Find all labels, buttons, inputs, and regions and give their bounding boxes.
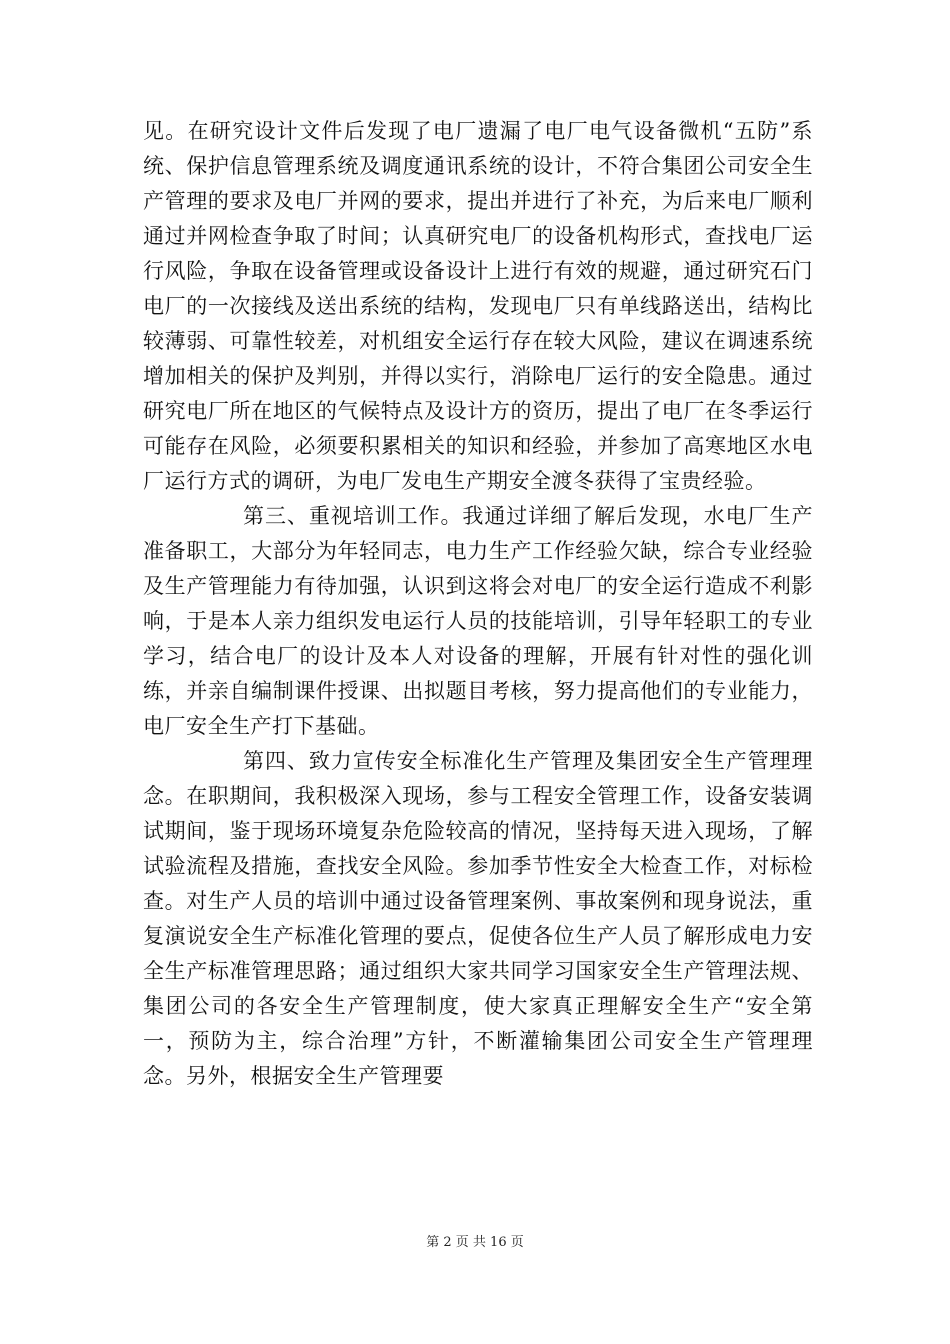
page-number-footer: 第 2 页 共 16 页 (426, 1235, 524, 1250)
paragraph-continuation: 见。在研究设计文件后发现了电厂遗漏了电厂电气设备微机“五防”系统、保护信息管理系统及调度通讯系统的设计，不符合集团公司安全生产管理的要求及电厂并网的要求，提出并进行了补充，为后来电厂顺利通过并网检查争取了时间；认真研究电厂的设备机构形式，查找电厂运行风险，争取在设备管理或设备设计上进行有效的规避，通过研究石门电厂的一次接线及送出系统的结构，发现电厂只有单线路送出，结构比较薄弱、可靠性较差，对机组安全运行存在较大风险，建议在调速系统增加相关的保护及判别，并得以实行，消除电厂运行的安全隐患。通过研究电厂所在地区的气候特点及设计方的资历，提出了电厂在冬季运行可能存在风险，必须要积累相关的知识和经验，并参加了高寒地区水电厂运行方式的调研，为电厂发电生产期安全渡冬获得了宝贵经验。 (143, 119, 813, 493)
body-text (143, 114, 813, 1094)
paragraph-training: 第三、重视培训工作。我通过详细了解后发现，水电厂生产准备职工，大部分为年轻同志，电力生产工作经验欠缺，综合专业经验及生产管理能力有待加强，认识到这将会对电厂的安全运行造成不利影响，于是本人亲力组织发电运行人员的技能培训，引导年轻职工的专业学习，结合电厂的设计及本人对设备的理解，开展有针对性的强化训练，并亲自编制课件授课、出拟题目考核，努力提高他们的专业能力，电厂安全生产打下基础。 (143, 504, 813, 738)
paragraph-safety-management: 第四、致力宣传安全标准化生产管理及集团安全生产管理理念。在职期间，我积极深入现场，参与工程安全管理工作，设备安装调试期间，鉴于现场环境复杂危险较高的情况，坚持每天进入现场，了解试验流程及措施，查找安全风险。参加季节性安全大检查工作，对标检查。对生产人员的培训中通过设备管理案例、事故案例和现身说法，重复演说安全生产标准化管理的要点，促使各位生产人员了解形成电力安全生产标准管理思路；通过组织大家共同学习国家安全生产管理法规、集团公司的各安全生产管理制度，使大家真正理解安全生产“安全第一，预防为主，综合治理”方针，不断灌输集团公司安全生产管理理念。另外，根据安全生产管理要 (143, 749, 813, 1088)
